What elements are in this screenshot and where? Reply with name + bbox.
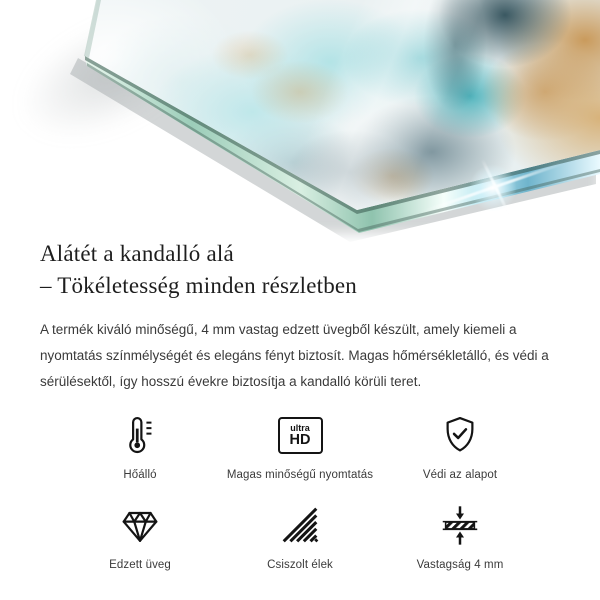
page-title <box>40 238 560 302</box>
feature-heat-resistant <box>60 412 220 481</box>
ultra-hd-badge-top: ultra <box>290 422 310 433</box>
shield-check-icon <box>438 412 482 458</box>
thermometer-icon <box>118 412 162 458</box>
ultra-hd-badge-bottom: HD <box>289 431 311 448</box>
feature-label: Magas minőségű nyomtatás <box>226 469 374 481</box>
product-description: A termék kiváló minőségű, 4 mm vastag edzett üvegből készült, amely kiemeli a nyomtatás színmélységét és elegáns fényt biztosít. Magas hőmérsékletálló, és védi a sérülésektől, így hosszú évekre biztosítja a kandalló körüli teret. <box>40 322 549 389</box>
feature-tempered-glass <box>60 502 220 571</box>
page-title-line1: Alátét a kandalló alá <box>40 241 234 266</box>
features-grid <box>60 412 540 571</box>
product-copy <box>0 238 600 571</box>
feature-label: Védi az alapot <box>422 469 498 481</box>
thickness-icon <box>437 502 483 548</box>
page-title-line2: – Tökéletesség minden részletben <box>40 273 358 298</box>
feature-polished-edges <box>220 502 380 571</box>
feature-label: Hőálló <box>123 469 157 481</box>
feature-label: Vastagság 4 mm <box>416 559 504 571</box>
product-image <box>0 0 600 234</box>
ultra-hd-badge <box>278 417 323 454</box>
feature-thickness <box>380 502 540 571</box>
feature-label: Edzett üveg <box>109 559 171 571</box>
ultra-hd-icon <box>278 412 323 458</box>
feature-ultra-hd-print <box>220 412 380 481</box>
feature-label: Csiszolt élek <box>267 559 333 571</box>
diamond-icon <box>117 502 163 548</box>
polished-edges-icon <box>277 502 323 548</box>
feature-protects-base <box>380 412 540 481</box>
